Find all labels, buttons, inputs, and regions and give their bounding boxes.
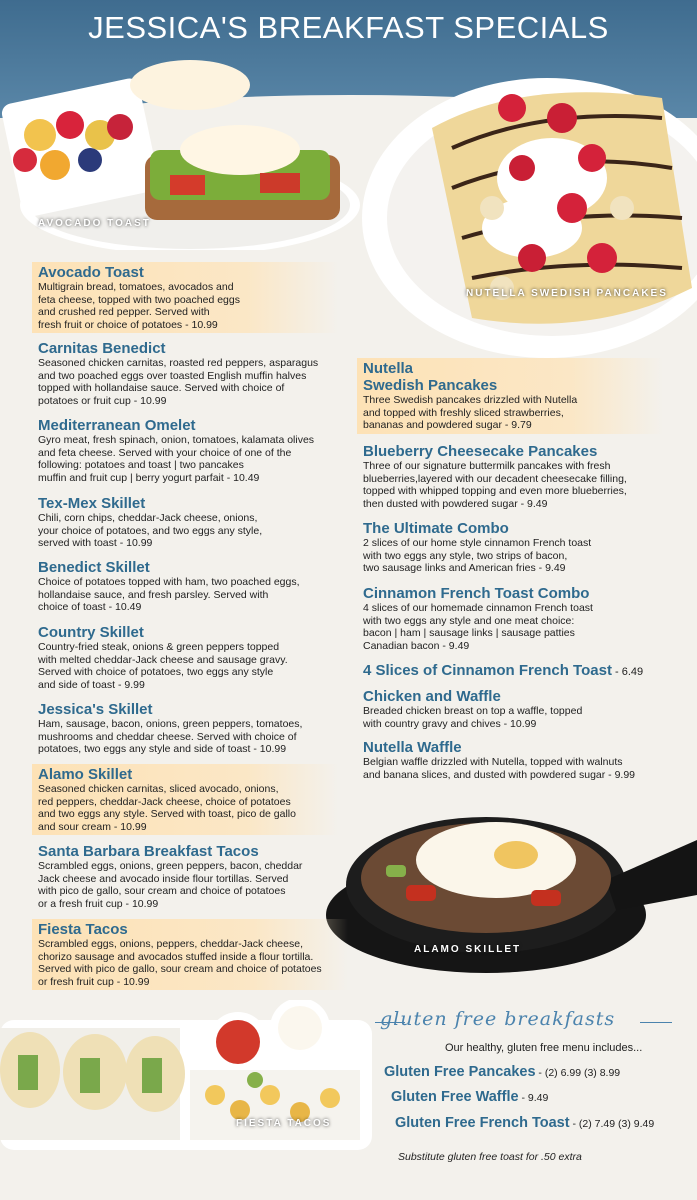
item-title: Santa Barbara Breakfast Tacos bbox=[38, 843, 259, 860]
menu-item-jessicas-skillet bbox=[38, 701, 338, 756]
item-desc-line: Jack cheese and avocado inside flour tortillas. Served bbox=[38, 872, 289, 885]
item-title: Carnitas Benedict bbox=[38, 340, 166, 357]
item-desc-line: blueberries,layered with our decadent cheesecake filling, bbox=[363, 472, 627, 485]
menu-item-carnitas-benedict bbox=[38, 340, 338, 407]
item-desc-line: and topped with freshly sliced strawberries, bbox=[363, 406, 564, 419]
item-desc-line: muffin and fruit cup | berry yogurt parfait - 10.49 bbox=[38, 471, 260, 484]
item-desc-line: Chili, corn chips, cheddar-Jack cheese, onions, bbox=[38, 512, 258, 524]
gf-item-name: Gluten Free Waffle bbox=[391, 1089, 519, 1105]
page-title: JESSICA'S BREAKFAST SPECIALS bbox=[88, 10, 609, 45]
menu-item-ultimate-combo bbox=[363, 520, 683, 575]
fiesta-tacos-label: FIESTA TACOS bbox=[236, 1118, 332, 1129]
item-desc-line: topped with whipped topping and even more blueberries, bbox=[363, 485, 627, 498]
item-title-line2: Swedish Pancakes bbox=[363, 377, 498, 394]
item-desc-line: then dusted with powdered sugar - 9.49 bbox=[363, 497, 548, 510]
item-desc-line: 2 slices of our home style cinnamon French toast bbox=[363, 537, 592, 549]
item-desc-line: Seasoned chicken carnitas, roasted red peppers, asparagus bbox=[38, 357, 319, 369]
item-title: The Ultimate Combo bbox=[363, 520, 509, 537]
item-price: - 6.49 bbox=[611, 666, 644, 678]
nutella-pancakes-photo bbox=[362, 58, 697, 358]
item-title: Nutella Waffle bbox=[363, 739, 462, 756]
gluten-free-divider-right bbox=[640, 1022, 672, 1023]
fiesta-tacos-photo bbox=[0, 1000, 380, 1155]
gluten-free-intro: Our healthy, gluten free menu includes... bbox=[445, 1042, 643, 1054]
item-desc-line: or a fresh fruit cup - 10.99 bbox=[38, 897, 159, 910]
item-title: Alamo Skillet bbox=[38, 766, 133, 783]
item-title: Blueberry Cheesecake Pancakes bbox=[363, 443, 598, 460]
menu-item-fiesta-tacos bbox=[32, 919, 348, 990]
item-title: Cinnamon French Toast Combo bbox=[363, 585, 590, 602]
menu-item-blueberry-cheesecake-pancakes bbox=[363, 443, 683, 510]
gf-item-price: - (2) 7.49 (3) 9.49 bbox=[569, 1118, 655, 1130]
gluten-free-note: Substitute gluten free toast for .50 extra bbox=[398, 1151, 582, 1163]
item-desc-line: Country-fried steak, onions & green peppers topped bbox=[38, 641, 280, 653]
item-title: Mediterranean Omelet bbox=[38, 417, 196, 434]
item-title-line1: Nutella bbox=[363, 360, 414, 377]
item-desc-line: Served with choice of potatoes, two eggs any style bbox=[38, 666, 274, 679]
gluten-free-waffle bbox=[391, 1089, 548, 1105]
item-desc-line: Seasoned chicken carnitas, sliced avocado, onions, bbox=[38, 783, 279, 795]
gluten-free-title: gluten free breakfasts bbox=[380, 1008, 616, 1030]
item-desc-line: hollandaise sauce, and fresh parsley. Served with bbox=[38, 588, 269, 601]
menu-item-country-skillet bbox=[38, 624, 338, 691]
item-desc-line: potatoes or fruit cup - 10.99 bbox=[38, 394, 167, 407]
item-desc-line: and side of toast - 9.99 bbox=[38, 678, 145, 691]
item-desc-line: Belgian waffle drizzled with Nutella, topped with walnuts bbox=[363, 756, 623, 768]
item-desc-line: Scrambled eggs, onions, green peppers, bacon, cheddar bbox=[38, 860, 303, 872]
item-desc-line: Scrambled eggs, onions, peppers, cheddar-Jack cheese, bbox=[38, 938, 303, 950]
alamo-skillet-label: ALAMO SKILLET bbox=[414, 944, 522, 955]
item-desc-line: red peppers, cheddar-Jack cheese, choice of potatoes bbox=[38, 795, 291, 808]
item-desc-line: potatoes, two eggs any style and side of toast - 10.99 bbox=[38, 743, 287, 756]
gf-item-price: - 9.49 bbox=[518, 1092, 549, 1104]
item-desc-line: chorizo sausage and avocados stuffed inside a flour tortilla. bbox=[38, 950, 314, 963]
menu-item-avocado-toast bbox=[32, 262, 338, 333]
item-desc-line: mushrooms and cheddar cheese. Served with choice of bbox=[38, 730, 297, 743]
item-title bbox=[363, 662, 693, 681]
nutella-pancakes-label: NUTELLA SWEDISH PANCAKES bbox=[466, 288, 668, 299]
item-desc-line: served with toast - 10.99 bbox=[38, 537, 153, 550]
menu-item-chicken-and-waffle bbox=[363, 688, 683, 730]
item-desc-line: Served with pico de gallo, sour cream and choice of potatoes bbox=[38, 963, 322, 976]
item-desc-line: with country gravy and chives - 10.99 bbox=[363, 717, 537, 730]
menu-item-mediterranean-omelet bbox=[38, 417, 338, 484]
item-desc-line: with two eggs any style, two strips of bacon, bbox=[363, 549, 568, 562]
item-title: Chicken and Waffle bbox=[363, 688, 501, 705]
item-desc-line: Multigrain bread, tomatoes, avocados and bbox=[38, 281, 234, 293]
menu-item-nutella-swedish-pancakes bbox=[357, 358, 663, 434]
gluten-free-french-toast bbox=[395, 1115, 654, 1131]
gf-item-price: - (2) 6.99 (3) 8.99 bbox=[535, 1067, 621, 1079]
item-desc-line: 4 slices of our homemade cinnamon French toast bbox=[363, 602, 593, 614]
item-title: Jessica's Skillet bbox=[38, 701, 153, 718]
item-desc-line: Choice of potatoes topped with ham, two poached eggs, bbox=[38, 576, 300, 588]
menu-item-cinnamon-french-toast-combo bbox=[363, 585, 683, 652]
item-desc-line: and banana slices, and dusted with powdered sugar - 9.99 bbox=[363, 768, 636, 781]
item-desc-line: with pico de gallo, sour cream and choice of potatoes bbox=[38, 885, 286, 898]
gf-item-name: Gluten Free French Toast bbox=[395, 1115, 570, 1131]
item-title: Tex-Mex Skillet bbox=[38, 495, 146, 512]
menu-item-santa-barbara-tacos bbox=[38, 843, 338, 910]
item-desc-line: fresh fruit or choice of potatoes - 10.99 bbox=[38, 318, 218, 331]
item-desc-line: or fresh fruit cup - 10.99 bbox=[38, 975, 150, 988]
gf-item-name: Gluten Free Pancakes bbox=[384, 1064, 536, 1080]
item-desc-line: and sour cream - 10.99 bbox=[38, 820, 147, 833]
menu-item-nutella-waffle bbox=[363, 739, 683, 781]
menu-item-tex-mex-skillet bbox=[38, 495, 338, 550]
item-title: Benedict Skillet bbox=[38, 559, 150, 576]
item-desc-line: feta cheese, topped with two poached eggs bbox=[38, 293, 240, 306]
item-desc-line: two sausage links and American fries - 9.49 bbox=[363, 562, 566, 575]
item-desc-line: with two eggs any style and one meat choice: bbox=[363, 614, 575, 627]
item-desc-line: Canadian bacon - 9.49 bbox=[363, 639, 470, 652]
item-desc-line: your choice of potatoes, and two eggs any style, bbox=[38, 524, 263, 537]
item-title: Fiesta Tacos bbox=[38, 921, 128, 938]
item-desc-line: Breaded chicken breast on top a waffle, topped bbox=[363, 705, 583, 717]
item-desc-line: topped with hollandaise sauce. Served with choice of bbox=[38, 382, 285, 395]
item-title: Avocado Toast bbox=[38, 264, 144, 281]
item-desc-line: bananas and powdered sugar - 9.79 bbox=[363, 419, 532, 432]
avocado-toast-label: AVOCADO TOAST bbox=[38, 218, 151, 229]
menu-item-benedict-skillet bbox=[38, 559, 338, 614]
menu-item-4-slices-french-toast bbox=[363, 662, 693, 681]
item-desc-line: and crushed red pepper. Served with bbox=[38, 306, 210, 319]
item-desc-line: Gyro meat, fresh spinach, onion, tomatoes, kalamata olives bbox=[38, 434, 315, 446]
item-title: Country Skillet bbox=[38, 624, 144, 641]
item-desc-line: and two poached eggs over toasted English muffin halves bbox=[38, 369, 307, 382]
item-desc-line: Three Swedish pancakes drizzled with Nutella bbox=[363, 394, 578, 406]
item-desc-line: and feta cheese. Served with your choice of one of the bbox=[38, 446, 292, 459]
item-desc-line: with melted cheddar-Jack cheese and sausage gravy. bbox=[38, 653, 288, 666]
item-desc-line: Three of our signature buttermilk pancakes with fresh bbox=[363, 460, 611, 472]
item-desc-line: bacon | ham | sausage links | sausage patties bbox=[363, 627, 575, 640]
gluten-free-pancakes bbox=[384, 1064, 620, 1080]
item-desc-line: choice of toast - 10.49 bbox=[38, 601, 142, 614]
item-title-text: 4 Slices of Cinnamon French Toast bbox=[363, 662, 612, 679]
item-desc-line: following: potatoes and toast | two pancakes bbox=[38, 459, 244, 472]
item-desc-line: and two eggs any style. Served with toast, pico de gallo bbox=[38, 808, 296, 821]
menu-item-alamo-skillet bbox=[32, 764, 338, 835]
item-desc-line: Ham, sausage, bacon, onions, green peppers, tomatoes, bbox=[38, 718, 303, 730]
